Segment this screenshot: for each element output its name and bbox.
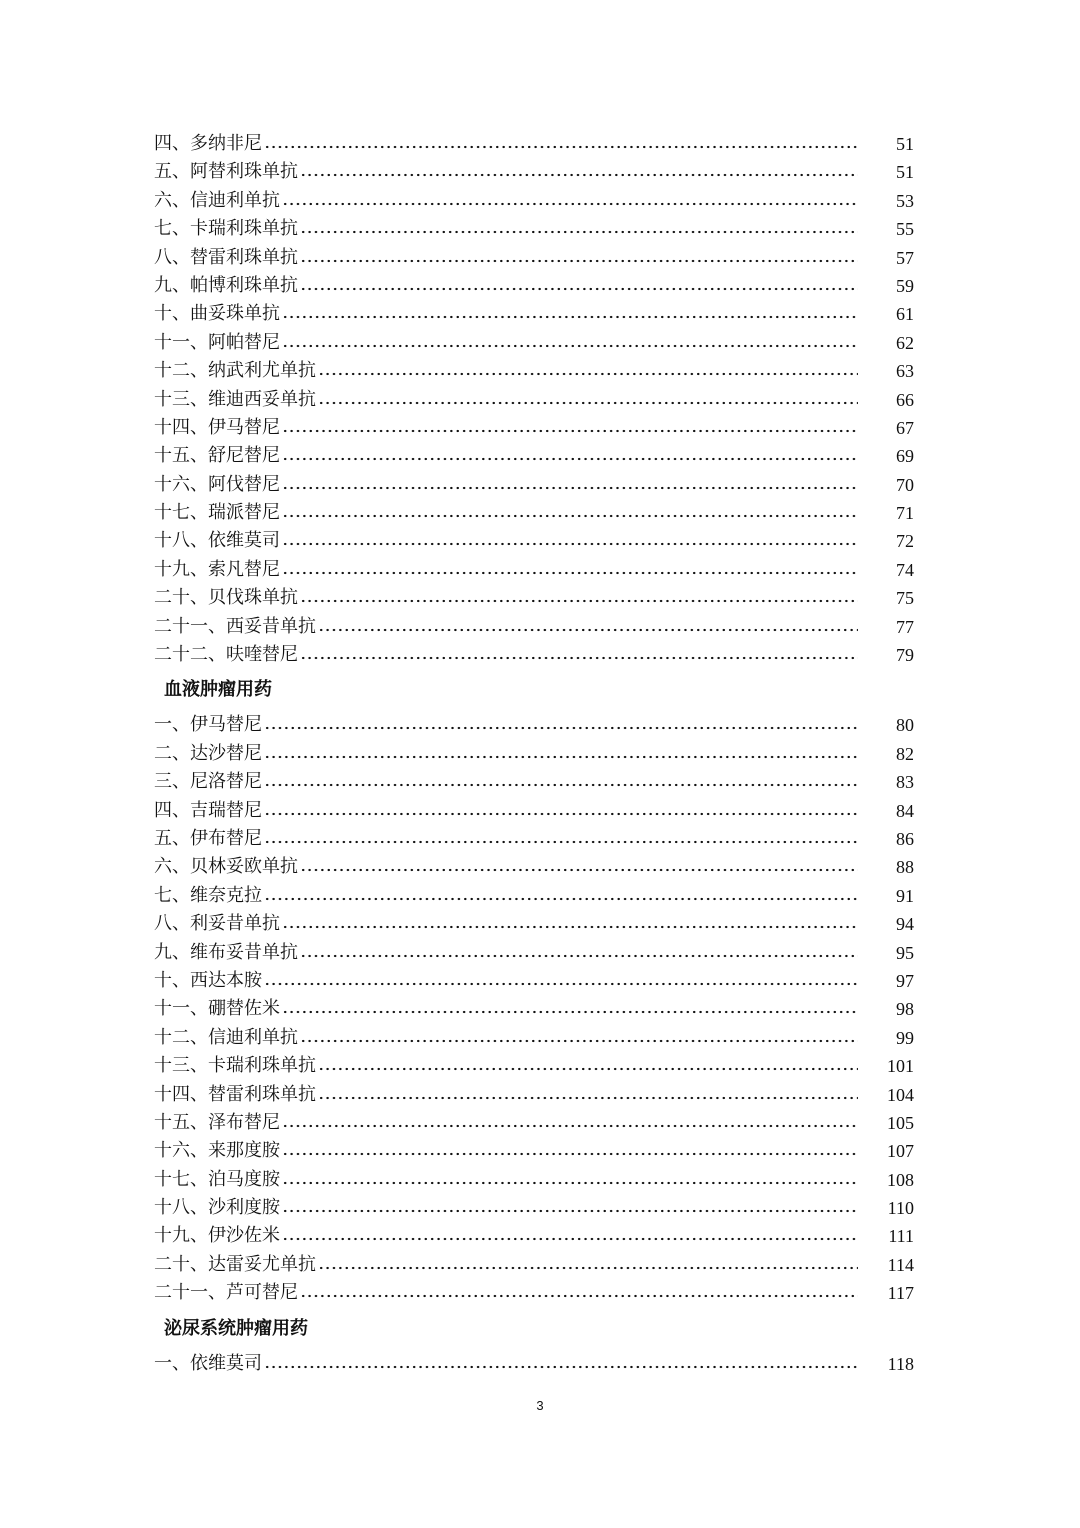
toc-entry-label: 二十、贝伐珠单抗 — [154, 587, 298, 609]
toc-entry[interactable] — [154, 825, 914, 853]
dot-leader — [264, 882, 858, 910]
dot-leader — [282, 499, 858, 527]
dot-leader — [264, 768, 858, 796]
toc-entry-page-number: 70 — [896, 474, 914, 495]
toc-entry-page-number: 111 — [888, 1226, 914, 1247]
toc-entry-label: 十四、替雷利珠单抗 — [154, 1083, 316, 1105]
toc-entry-label: 七、卡瑞利珠单抗 — [154, 218, 298, 240]
toc-entry-page-number: 72 — [896, 531, 914, 552]
toc-entry[interactable] — [154, 882, 914, 910]
toc-entry-label: 十二、纳武利尤单抗 — [154, 360, 316, 382]
toc-entry-label: 八、替雷利珠单抗 — [154, 246, 298, 268]
toc-entry-label: 十三、维迪西妥单抗 — [154, 388, 316, 410]
toc-entry-page-number: 101 — [887, 1056, 914, 1077]
toc-entry[interactable] — [154, 471, 914, 499]
toc-entry-label: 二十一、西妥昔单抗 — [154, 615, 316, 637]
toc-entry-page-number: 55 — [896, 219, 914, 240]
dot-leader — [318, 613, 858, 641]
toc-entry-page-number: 53 — [896, 190, 914, 211]
toc-entry-page-number: 59 — [896, 275, 914, 296]
toc-entry[interactable] — [154, 768, 914, 796]
toc-entry-page-number: 80 — [896, 715, 914, 736]
toc-entry-label: 六、信迪利单抗 — [154, 189, 280, 211]
toc-entry-label: 十九、伊沙佐米 — [154, 1225, 280, 1247]
page-footer-number: 3 — [536, 1398, 544, 1413]
toc-entry-label: 十八、依维莫司 — [154, 530, 280, 552]
table-of-contents — [154, 130, 914, 1378]
toc-entry[interactable] — [154, 357, 914, 385]
dot-leader — [318, 1081, 858, 1109]
dot-leader — [318, 1052, 858, 1080]
toc-entry-label: 八、利妥昔单抗 — [154, 913, 280, 935]
dot-leader — [282, 1109, 858, 1137]
toc-entry-label: 十、曲妥珠单抗 — [154, 303, 280, 325]
toc-entry[interactable] — [154, 853, 914, 881]
toc-entry-page-number: 67 — [896, 417, 914, 438]
toc-entry[interactable] — [154, 995, 914, 1023]
toc-entry[interactable] — [154, 641, 914, 669]
toc-entry[interactable] — [154, 527, 914, 555]
toc-entry-page-number: 66 — [896, 389, 914, 410]
dot-leader — [282, 556, 858, 584]
dot-leader — [282, 442, 858, 470]
dot-leader — [300, 244, 858, 272]
toc-entry-label: 二、达沙替尼 — [154, 742, 262, 764]
toc-entry-page-number: 99 — [896, 1027, 914, 1048]
toc-entry-label: 一、伊马替尼 — [154, 714, 262, 736]
toc-entry[interactable] — [154, 556, 914, 584]
dot-leader — [264, 797, 858, 825]
toc-entry-page-number: 83 — [896, 772, 914, 793]
dot-leader — [282, 1194, 858, 1222]
toc-entry[interactable] — [154, 329, 914, 357]
toc-entry-label: 二十、达雷妥尤单抗 — [154, 1253, 316, 1275]
toc-entry-label: 十一、阿帕替尼 — [154, 331, 280, 353]
dot-leader — [264, 711, 858, 739]
toc-entry[interactable] — [154, 244, 914, 272]
dot-leader — [264, 130, 858, 158]
toc-entry-label: 十二、信迪利单抗 — [154, 1026, 298, 1048]
toc-entry-page-number: 95 — [896, 942, 914, 963]
toc-entry[interactable] — [154, 740, 914, 768]
dot-leader — [300, 158, 858, 186]
dot-leader — [300, 215, 858, 243]
toc-entry-label: 十七、瑞派替尼 — [154, 502, 280, 524]
dot-leader — [264, 740, 858, 768]
dot-leader — [282, 527, 858, 555]
toc-entry-page-number: 108 — [887, 1169, 914, 1190]
toc-entry[interactable] — [154, 584, 914, 612]
toc-entry[interactable] — [154, 1194, 914, 1222]
toc-entry-label: 六、贝林妥欧单抗 — [154, 856, 298, 878]
toc-entry-page-number: 117 — [887, 1283, 914, 1304]
toc-entry-page-number: 75 — [896, 588, 914, 609]
dot-leader — [282, 329, 858, 357]
toc-entry-label: 十六、来那度胺 — [154, 1140, 280, 1162]
dot-leader — [318, 357, 858, 385]
dot-leader — [282, 1137, 858, 1165]
dot-leader — [300, 1024, 858, 1052]
toc-entry[interactable] — [154, 1350, 914, 1378]
toc-entry-page-number: 79 — [896, 645, 914, 666]
toc-entry-label: 十三、卡瑞利珠单抗 — [154, 1055, 316, 1077]
toc-entry[interactable] — [154, 1081, 914, 1109]
dot-leader — [300, 641, 858, 669]
dot-leader — [282, 995, 858, 1023]
dot-leader — [282, 1222, 858, 1250]
section-heading: 血液肿瘤用药 — [164, 679, 272, 701]
toc-entry-label: 二十二、呋喹替尼 — [154, 644, 298, 666]
dot-leader — [282, 910, 858, 938]
toc-entry-page-number: 107 — [887, 1141, 914, 1162]
toc-entry[interactable] — [154, 939, 914, 967]
dot-leader — [282, 414, 858, 442]
dot-leader — [300, 272, 858, 300]
dot-leader — [300, 939, 858, 967]
toc-entry[interactable] — [154, 1024, 914, 1052]
toc-entry-page-number: 51 — [896, 162, 914, 183]
dot-leader — [318, 1251, 858, 1279]
toc-entry-page-number: 104 — [887, 1084, 914, 1105]
toc-entry-label: 十八、沙利度胺 — [154, 1197, 280, 1219]
toc-entry-label: 十五、舒尼替尼 — [154, 445, 280, 467]
toc-entry[interactable] — [154, 1109, 914, 1137]
toc-entry-page-number: 57 — [896, 247, 914, 268]
dot-leader — [300, 853, 858, 881]
toc-entry-label: 十九、索凡替尼 — [154, 558, 280, 580]
dot-leader — [318, 386, 858, 414]
dot-leader — [282, 300, 858, 328]
dot-leader — [264, 967, 858, 995]
toc-entry-page-number: 110 — [887, 1198, 914, 1219]
toc-entry[interactable] — [154, 215, 914, 243]
toc-entry-page-number: 86 — [896, 828, 914, 849]
toc-entry-page-number: 91 — [896, 885, 914, 906]
toc-entry[interactable] — [154, 300, 914, 328]
dot-leader — [300, 584, 858, 612]
toc-entry-label: 九、维布妥昔单抗 — [154, 941, 298, 963]
toc-entry[interactable] — [154, 158, 914, 186]
toc-entry[interactable] — [154, 414, 914, 442]
dot-leader — [264, 1350, 858, 1378]
toc-entry-label: 二十一、芦可替尼 — [154, 1282, 298, 1304]
toc-entry-page-number: 61 — [896, 304, 914, 325]
toc-entry-page-number: 51 — [896, 134, 914, 154]
toc-entry-page-number: 74 — [896, 559, 914, 580]
toc-entry[interactable] — [154, 130, 914, 158]
toc-entry-label: 五、伊布替尼 — [154, 827, 262, 849]
toc-entry-label: 四、多纳非尼 — [154, 133, 262, 154]
dot-leader — [264, 825, 858, 853]
dot-leader — [282, 471, 858, 499]
toc-entry[interactable] — [154, 910, 914, 938]
toc-entry-page-number: 88 — [896, 857, 914, 878]
toc-entry[interactable] — [154, 1222, 914, 1250]
dot-leader — [300, 1279, 858, 1307]
toc-entry-page-number: 94 — [896, 914, 914, 935]
toc-entry[interactable] — [154, 613, 914, 641]
toc-entry-page-number: 62 — [896, 332, 914, 353]
toc-entry[interactable] — [154, 499, 914, 527]
toc-entry-page-number: 63 — [896, 361, 914, 382]
toc-entry[interactable] — [154, 1137, 914, 1165]
toc-entry[interactable] — [154, 967, 914, 995]
toc-entry-page-number: 82 — [896, 743, 914, 764]
dot-leader — [282, 1166, 858, 1194]
toc-entry-label: 九、帕博利珠单抗 — [154, 274, 298, 296]
toc-entry-label: 一、依维莫司 — [154, 1352, 262, 1374]
toc-entry-page-number: 105 — [887, 1112, 914, 1133]
toc-entry[interactable] — [154, 442, 914, 470]
toc-entry-page-number: 77 — [896, 616, 914, 637]
toc-entry-label: 十一、硼替佐米 — [154, 998, 280, 1020]
toc-entry-label: 十七、泊马度胺 — [154, 1168, 280, 1190]
toc-entry[interactable] — [154, 386, 914, 414]
toc-entry[interactable] — [154, 187, 914, 215]
section-heading: 泌尿系统肿瘤用药 — [164, 1317, 308, 1339]
toc-entry-label: 七、维奈克拉 — [154, 884, 262, 906]
toc-entry-page-number: 97 — [896, 970, 914, 991]
toc-entry-label: 三、尼洛替尼 — [154, 771, 262, 793]
toc-entry[interactable] — [154, 1251, 914, 1279]
toc-entry[interactable] — [154, 272, 914, 300]
toc-entry[interactable] — [154, 1166, 914, 1194]
toc-entry-label: 十、西达本胺 — [154, 969, 262, 991]
toc-entry[interactable] — [154, 1052, 914, 1080]
toc-entry-page-number: 98 — [896, 999, 914, 1020]
toc-entry-label: 十五、泽布替尼 — [154, 1111, 280, 1133]
toc-entry[interactable] — [154, 1279, 914, 1307]
toc-entry-label: 四、吉瑞替尼 — [154, 799, 262, 821]
toc-entry-page-number: 69 — [896, 446, 914, 467]
dot-leader — [282, 187, 858, 215]
toc-entry-page-number: 114 — [887, 1254, 914, 1275]
toc-entry-label: 五、阿替利珠单抗 — [154, 161, 298, 183]
toc-entry-page-number: 84 — [896, 800, 914, 821]
toc-entry[interactable] — [154, 711, 914, 739]
toc-entry[interactable] — [154, 797, 914, 825]
toc-entry-page-number: 118 — [887, 1353, 914, 1374]
toc-entry-label: 十六、阿伐替尼 — [154, 473, 280, 495]
toc-entry-label: 十四、伊马替尼 — [154, 416, 280, 438]
toc-entry-page-number: 71 — [896, 503, 914, 524]
